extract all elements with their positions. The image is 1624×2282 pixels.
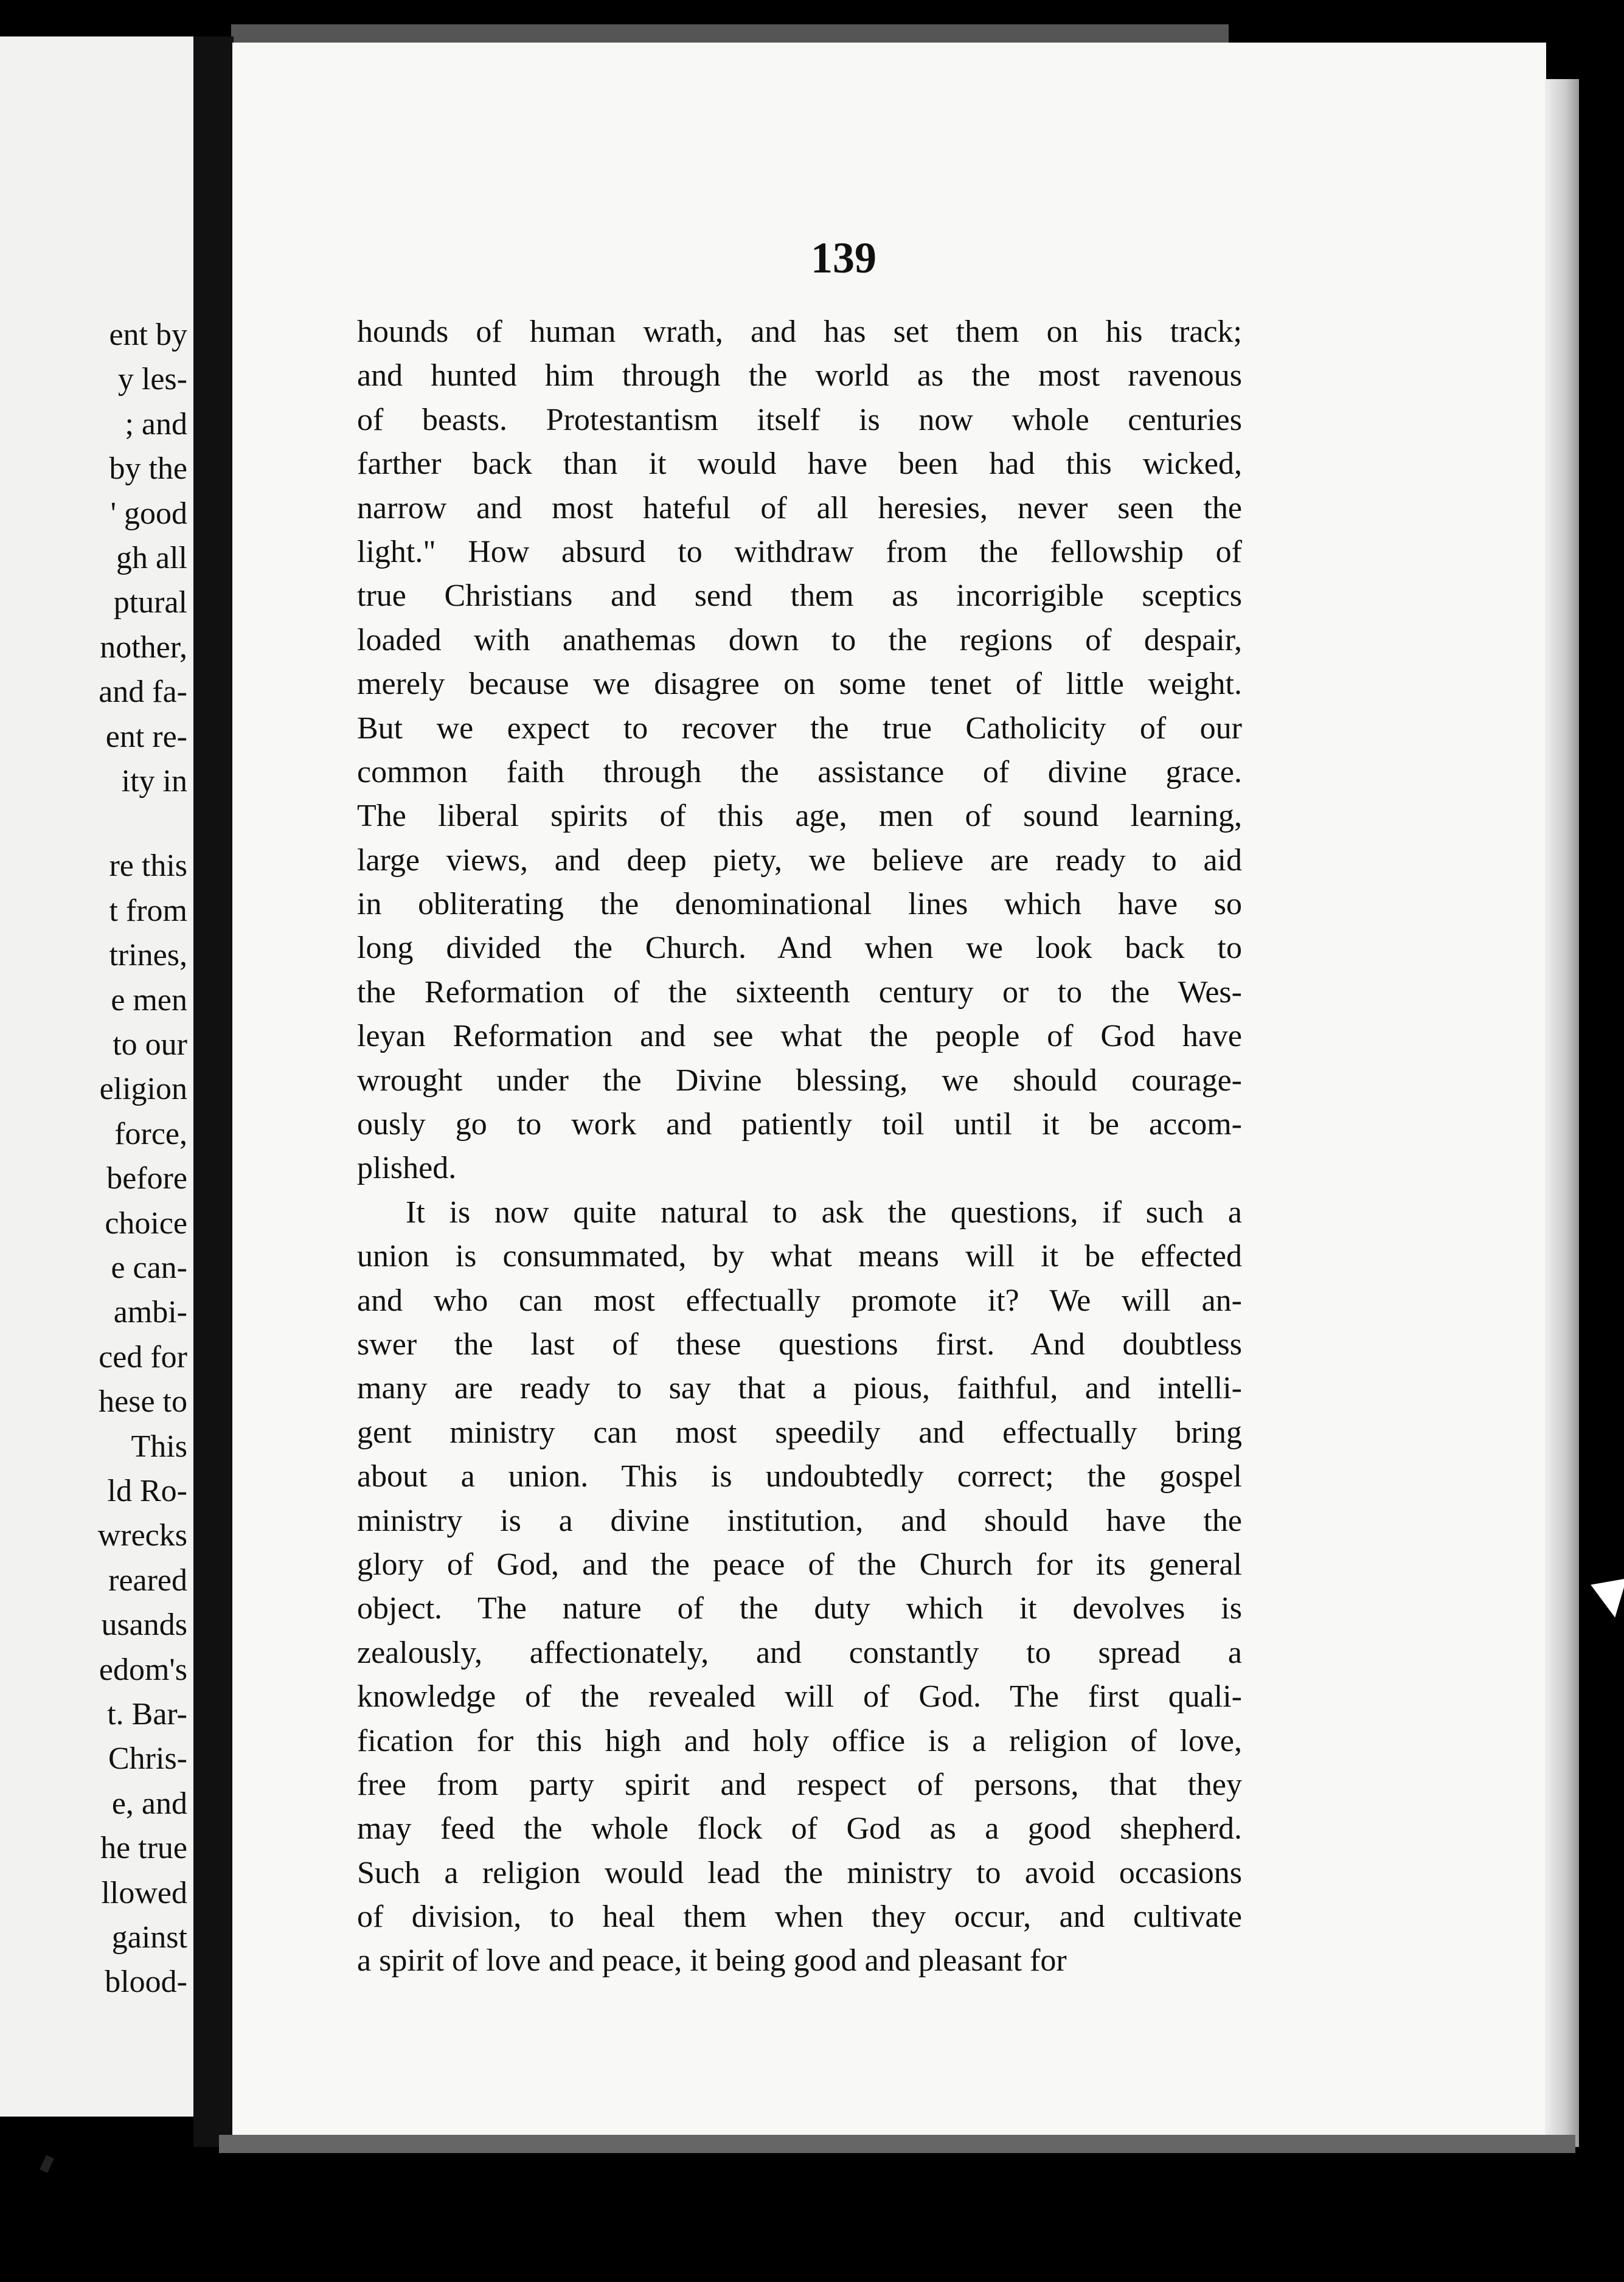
text-line: Such a religion would lead the ministry to avoid occasions	[357, 1855, 1242, 1890]
text-line: free from party spirit and respect of persons, that they	[357, 1767, 1242, 1802]
text-line: common faith through the assistance of divine grace.	[357, 754, 1242, 789]
left-page-fragment: blood-	[105, 1965, 187, 2000]
scan-marker-icon	[1591, 1578, 1624, 1621]
left-page-fragment: ; and	[125, 406, 187, 442]
text-line: may feed the whole flock of God as a good shepherd.	[357, 1811, 1242, 1847]
left-page-fragment: reared	[108, 1562, 187, 1598]
left-page-fragment: to our	[113, 1027, 187, 1062]
text-line: and hunted him through the world as the most ravenous	[357, 358, 1242, 394]
left-page-fragment: ent re-	[105, 719, 187, 754]
text-line: a spirit of love and peace, it being good and pleasant for	[357, 1943, 1067, 1979]
text-line: large views, and deep piety, we believe are ready to aid	[357, 842, 1242, 878]
left-page-fragment: ity in	[121, 764, 187, 799]
left-page-fragment: ambi-	[113, 1295, 187, 1330]
text-line: merely because we disagree on some tenet of little weight.	[357, 667, 1242, 702]
left-page-fragment: choice	[105, 1205, 187, 1241]
text-line: ministry is a divine institution, and should have the	[357, 1503, 1242, 1538]
text-line: swer the last of these questions first. And doubtless	[357, 1327, 1242, 1362]
left-page-fragment: This	[131, 1429, 187, 1464]
text-line: But we expect to recover the true Catholicity of our	[357, 710, 1242, 746]
text-line: in obliterating the denominational lines which have so	[357, 887, 1242, 922]
text-line: fication for this high and holy office is a religion of love,	[357, 1723, 1242, 1758]
left-page-fragment: before	[106, 1161, 187, 1196]
text-line: of beasts. Protestantism itself is now whole centuries	[357, 402, 1242, 437]
left-page-fragment: eligion	[99, 1072, 187, 1107]
text-line: leyan Reformation and see what the people of God have	[357, 1019, 1242, 1054]
left-page-fragment: edom's	[99, 1652, 187, 1687]
left-page-fragment: ' good	[110, 496, 187, 531]
left-page-fragment: hese to	[99, 1384, 187, 1420]
left-page-fragment: Chris-	[108, 1741, 187, 1777]
page-number: 139	[811, 234, 876, 282]
left-facing-page	[0, 36, 195, 2117]
right-page	[232, 43, 1546, 2135]
left-page-fragment: gh all	[116, 541, 187, 575]
left-page-fragment: y les-	[117, 362, 187, 397]
text-line: of division, to heal them when they occur, and cultivate	[357, 1899, 1242, 1935]
ink-mark	[40, 2155, 54, 2173]
text-line: many are ready to say that a pious, faithful, and intelli-	[357, 1371, 1242, 1406]
left-page-fragment: ptural	[113, 585, 187, 620]
bottom-page-edge	[219, 2135, 1575, 2153]
text-line: light." How absurd to withdraw from the fellowship of	[357, 534, 1242, 569]
left-page-fragment: ld Ro-	[107, 1474, 187, 1508]
text-line: object. The nature of the duty which it devolves is	[357, 1591, 1242, 1626]
text-line: true Christians and send them as incorrigible sceptics	[357, 578, 1242, 614]
text-line: narrow and most hateful of all heresies, never seen the	[357, 490, 1242, 525]
left-page-fragment: gainst	[111, 1920, 187, 1955]
left-page-fragment: ent by	[109, 317, 187, 352]
left-page-fragment: usands	[101, 1607, 187, 1643]
text-line: knowledge of the revealed will of God. The first quali-	[357, 1679, 1242, 1715]
text-line: farther back than it would have been had this wicked,	[357, 446, 1242, 482]
left-page-fragment: t. Bar-	[107, 1697, 187, 1732]
text-line: ously go to work and patiently toil until it be accom-	[357, 1107, 1242, 1142]
left-page-fragment: re this	[109, 848, 187, 884]
text-line: loaded with anathemas down to the regions of despair,	[357, 622, 1242, 657]
right-page-edge	[1545, 79, 1579, 2147]
left-page-fragment: llowed	[101, 1875, 187, 1910]
text-line: plished.	[357, 1151, 457, 1186]
left-page-fragment: nother,	[100, 629, 187, 665]
text-line: hounds of human wrath, and has set them on his track;	[357, 314, 1242, 349]
text-line: the Reformation of the sixteenth century or to the Wes-	[357, 974, 1242, 1010]
page-body-text	[357, 310, 1242, 1983]
text-line: glory of God, and the peace of the Church for its general	[357, 1547, 1242, 1582]
text-line: zealously, affectionately, and constantly to spread a	[357, 1635, 1242, 1670]
left-page-fragment: e can-	[111, 1250, 187, 1285]
left-page-fragment: ced for	[99, 1339, 187, 1375]
left-page-fragment: e, and	[111, 1786, 187, 1821]
left-page-fragment: force,	[114, 1116, 187, 1151]
left-page-fragment: he true	[100, 1831, 187, 1866]
left-page-fragment: and fa-	[99, 675, 187, 710]
text-line: and who can most effectually promote it? We will an-	[357, 1283, 1242, 1318]
text-line: It is now quite natural to ask the questions, if such a	[406, 1195, 1242, 1230]
text-line: about a union. This is undoubtedly correct; the gospel	[357, 1459, 1242, 1494]
left-page-fragment: by the	[109, 451, 187, 487]
left-page-fragment: wrecks	[97, 1518, 187, 1553]
left-page-fragment: trines,	[109, 938, 187, 973]
book-gutter	[193, 36, 234, 2147]
text-line: long divided the Church. And when we look back to	[357, 931, 1242, 966]
text-line: The liberal spirits of this age, men of sound learning,	[357, 799, 1242, 834]
left-page-fragment: e men	[111, 982, 187, 1018]
text-line: union is consummated, by what means will it be effected	[357, 1239, 1242, 1274]
text-line: wrought under the Divine blessing, we should courage-	[357, 1063, 1242, 1098]
text-line: gent ministry can most speedily and effectually bring	[357, 1415, 1242, 1450]
left-page-fragment: t from	[109, 893, 187, 928]
